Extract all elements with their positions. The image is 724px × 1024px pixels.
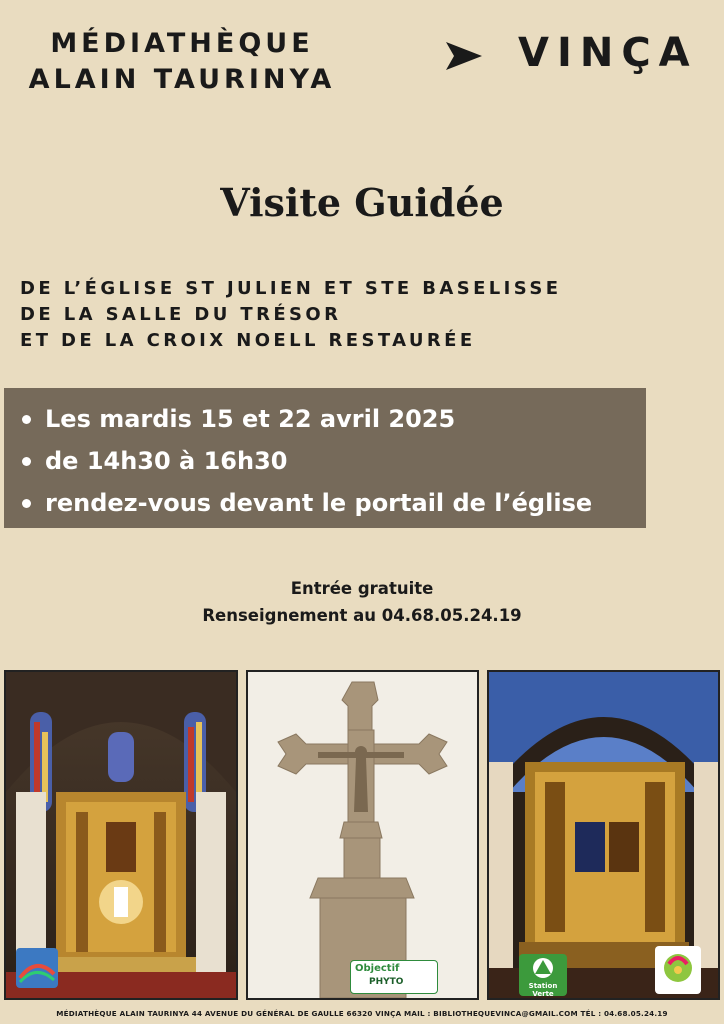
- bullet-icon: [22, 457, 31, 466]
- entry-info: [0, 575, 724, 629]
- entry-free: Entrée gratuite: [290, 579, 434, 598]
- contact-phone: Renseignement au 04.68.05.24.19: [202, 606, 522, 625]
- info-meeting-point: rendez-vous devant le portail de l’église: [45, 489, 593, 517]
- info-item: [22, 440, 646, 482]
- stone-cross-photo: [246, 670, 479, 1000]
- logo-station-text: Station Verte: [528, 982, 558, 996]
- logo-phyto-text: PHYTO: [369, 977, 404, 987]
- subtitle-line: DE L’ÉGLISE ST JULIEN ET STE BASELISSE: [20, 278, 562, 299]
- subtitle-line: ET DE LA CROIX NOELL RESTAURÉE: [20, 330, 476, 351]
- partner-logo: [655, 946, 701, 994]
- bullet-icon: [22, 499, 31, 508]
- golden-retable-photo: [487, 670, 720, 1000]
- vinca-logo: [16, 948, 58, 988]
- church-altar-photo: [4, 670, 238, 1000]
- town-name: VINÇA: [518, 30, 698, 76]
- bullet-icon: [22, 415, 31, 424]
- info-date: Les mardis 15 et 22 avril 2025: [45, 405, 456, 433]
- station-verte-logo: [519, 954, 567, 996]
- visit-subtitle: [20, 276, 561, 354]
- footer-contact: MÉDIATHÈQUE ALAIN TAURINYA 44 AVENUE DU GÉNÉRAL DE GAULLE 66320 VINÇA MAIL : BIBLIOTHEQUEVINCA@GMAIL.COM TÉL : 04.68.05.24.19: [56, 1009, 668, 1018]
- info-item: [22, 482, 646, 524]
- logo-objectif-text: Objectif: [355, 963, 400, 974]
- info-time: de 14h30 à 16h30: [45, 447, 288, 475]
- page-title: Visite Guidée: [220, 180, 504, 225]
- info-item: [22, 398, 646, 440]
- objectif-phyto-logo: [350, 960, 438, 994]
- arrow-right-icon: [444, 40, 484, 72]
- library-name-line2: ALAIN TAURINYA: [28, 64, 336, 95]
- subtitle-line: DE LA SALLE DU TRÉSOR: [20, 304, 342, 325]
- library-name-line1: MÉDIATHÈQUE: [50, 28, 314, 59]
- library-name: [0, 26, 364, 98]
- info-box: [4, 388, 646, 528]
